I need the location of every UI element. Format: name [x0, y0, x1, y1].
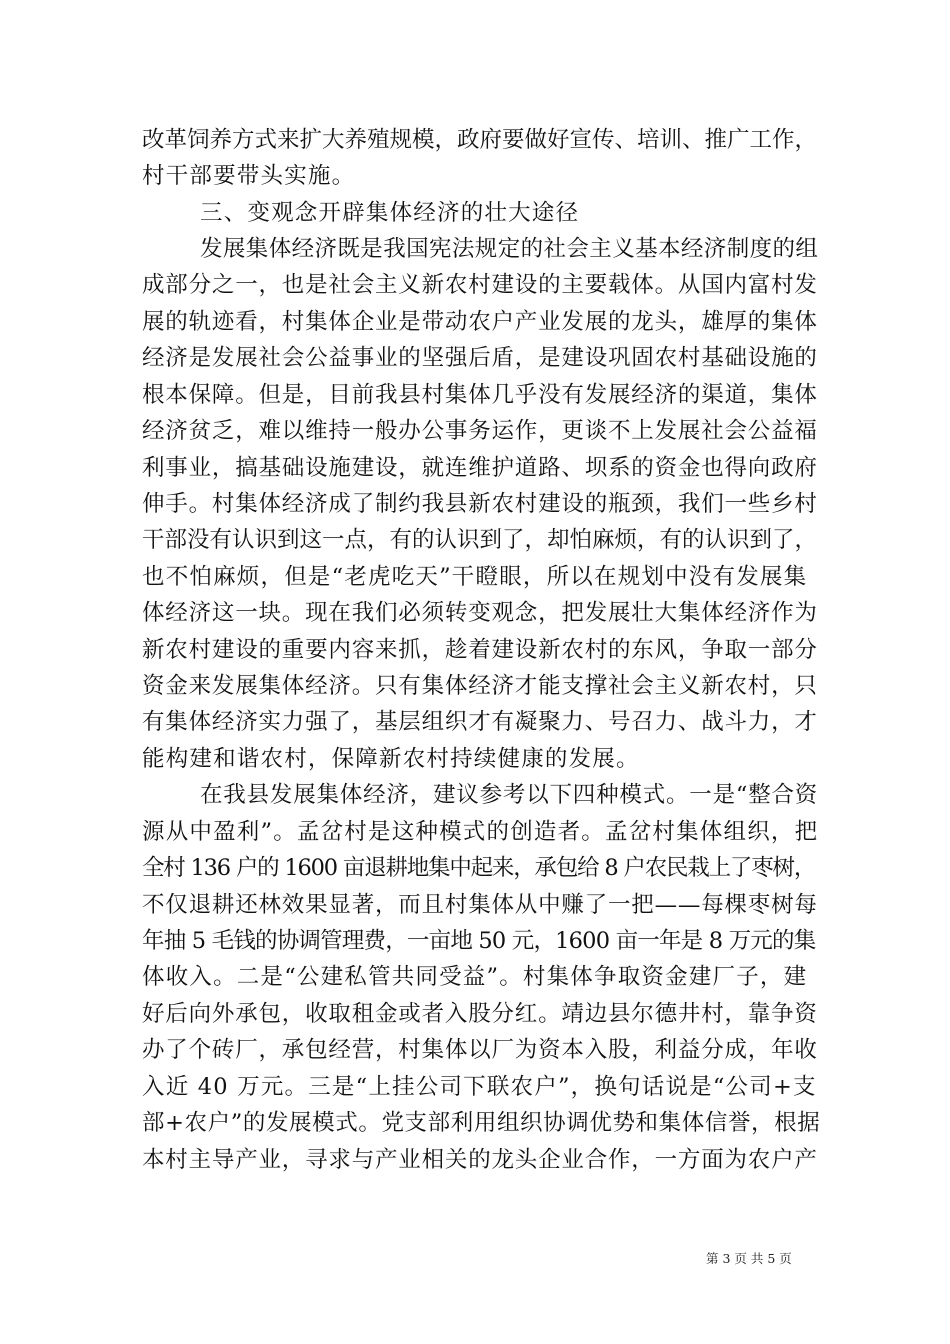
page-number: 第 3 页 共 5 页	[706, 1251, 792, 1266]
text-line: 本村主导产业，寻求与产业相关的龙头企业合作，一方面为农户产	[142, 1147, 818, 1173]
text-line: 全村 136 户的 1600 亩退耕地集中起来，承包给 8 户农民栽上了枣树，	[142, 855, 816, 881]
text-line: 伸手。村集体经济成了制约我县新农村建设的瓶颈，我们一些乡村	[142, 491, 818, 517]
text-line: 新农村建设的重要内容来抓，趁着建设新农村的东风，争取一部分	[142, 637, 818, 663]
text-line: 也不怕麻烦，但是“老虎吃天”干瞪眼，所以在规划中没有发展集	[142, 564, 808, 590]
text-line: 发展集体经济既是我国宪法规定的社会主义基本经济制度的组	[200, 236, 819, 262]
text-line: 经济贫乏，难以维持一般办公事务运作，更谈不上发展社会公益福	[142, 418, 818, 444]
text-line: 不仅退耕还林效果显著，而且村集体从中赚了一把——每棵枣树每	[142, 892, 818, 918]
text-line: 成部分之一，也是社会主义新农村建设的主要载体。从国内富村发	[142, 272, 818, 298]
text-line: 年抽 5 毛钱的协调管理费，一亩地 50 元，1600 亩一年是 8 万元的集	[142, 928, 816, 954]
text-line: 村干部要带头实施。	[142, 163, 356, 189]
text-line: 改革饲养方式来扩大养殖规模，政府要做好宣传、培训、推广工作，	[142, 127, 818, 153]
text-line: 源从中盈利”。孟岔村是这种模式的创造者。孟岔村集体组织，把	[142, 819, 819, 845]
section-heading: 三、变观念开辟集体经济的壮大途径	[200, 200, 580, 226]
text-line: 展的轨迹看，村集体企业是带动农户产业发展的龙头，雄厚的集体	[142, 309, 818, 335]
text-line: 办了个砖厂，承包经营，村集体以厂为资本入股，利益分成，年收	[142, 1037, 818, 1063]
text-line: 有集体经济实力强了，基层组织才有凝聚力、号召力、战斗力，才	[142, 709, 818, 735]
text-line: 部+农户”的发展模式。党支部利用组织协调优势和集体信誉，根据	[142, 1110, 821, 1136]
text-line: 干部没有认识到这一点，有的认识到了，却怕麻烦，有的认识到了，	[142, 527, 818, 553]
text-line: 利事业，搞基础设施建设，就连维护道路、坝系的资金也得向政府	[142, 455, 818, 481]
text-line: 经济是发展社会公益事业的坚强后盾，是建设巩固农村基础设施的	[142, 345, 818, 371]
text-line: 体收入。二是“公建私管共同受益”。村集体争取资金建厂子，建	[142, 964, 808, 990]
text-line: 能构建和谐农村，保障新农村持续健康的发展。	[142, 746, 640, 772]
text-line: 在我县发展集体经济，建议参考以下四种模式。一是“整合资	[200, 782, 819, 808]
text-line: 资金来发展集体经济。只有集体经济才能支撑社会主义新农村，只	[142, 673, 818, 699]
text-line: 体经济这一块。现在我们必须转变观念，把发展壮大集体经济作为	[142, 600, 818, 626]
text-line: 好后向外承包，收取租金或者入股分红。靖边县尔德井村，靠争资	[142, 1001, 818, 1027]
text-line: 根本保障。但是，目前我县村集体几乎没有发展经济的渠道，集体	[142, 382, 818, 408]
text-line: 入近 40 万元。三是“上挂公司下联农户”，换句话说是“公司+支	[142, 1074, 817, 1100]
